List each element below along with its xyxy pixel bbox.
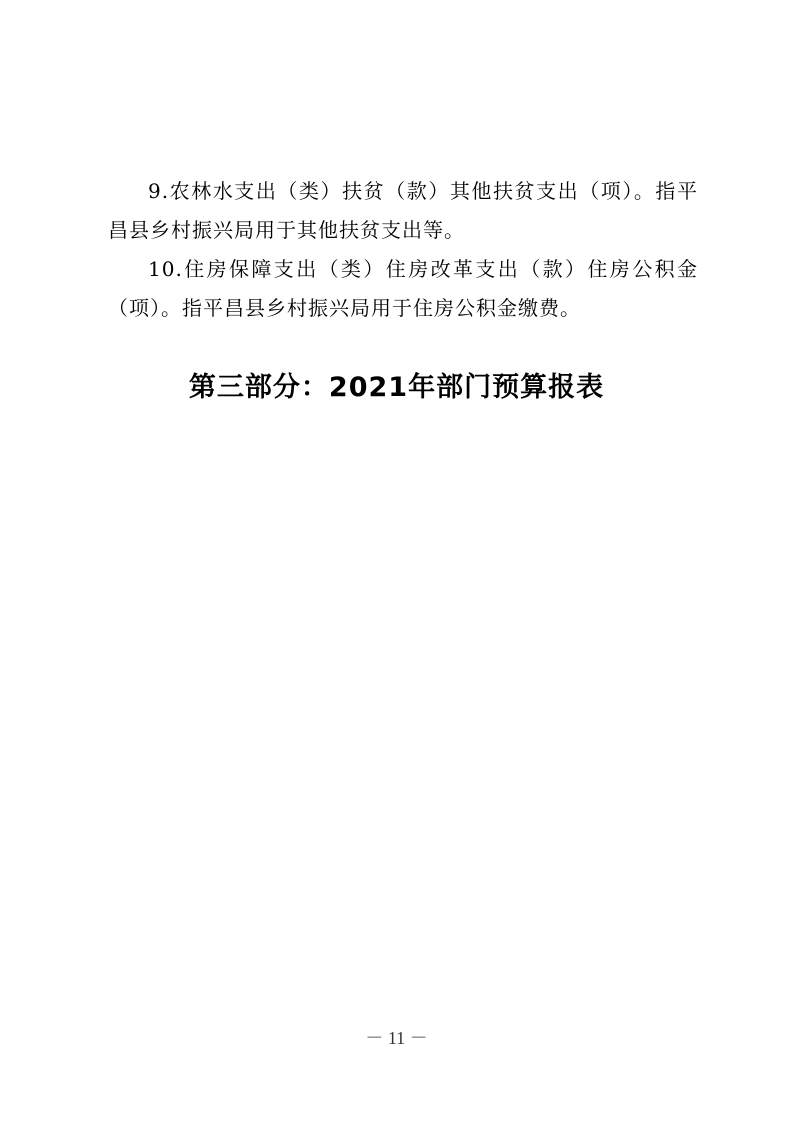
paragraph-item-10: 10.住房保障支出（类）住房改革支出（款）住房公积金（项）。指平昌县乡村振兴局用于住房公积金缴费。 <box>108 257 698 320</box>
section-title: 第三部分：2021年部门预算报表 <box>188 372 605 403</box>
paragraph-item-9: 9.农林水支出（类）扶贫（款）其他扶贫支出（项）。指平昌县乡村振兴局用于其他扶贫支出等。 <box>108 179 698 242</box>
page-number: － 11 － <box>365 1028 428 1048</box>
